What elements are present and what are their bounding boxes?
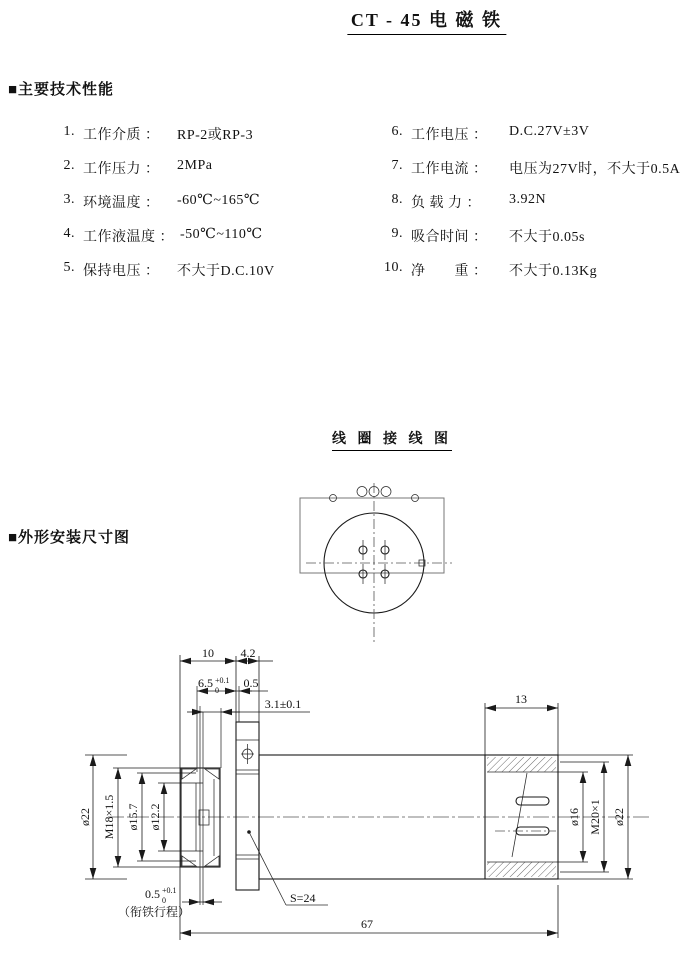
dim-6-5-label: 6.5 [198, 676, 213, 690]
dim-0-5-top-label: 0.5 [243, 676, 259, 690]
dim-right-group [556, 755, 633, 879]
s24-label: S=24 [290, 891, 316, 905]
spec-number: 9. [391, 226, 403, 241]
spec-list-left [55, 124, 275, 294]
spec-number: 1. [63, 124, 75, 139]
spec-value: RP-2或RP-3 [177, 128, 254, 143]
section-header-outline: ■外形安装尺寸图 [8, 530, 131, 546]
spec-value: -50℃~110℃ [180, 227, 263, 242]
armature-reference-lines [197, 686, 239, 905]
dia-12-2-label: ø12.2 [148, 803, 162, 831]
spec-name: 工作压力 ： [83, 162, 160, 177]
spec-value: -60℃~165℃ [177, 193, 261, 208]
dia-22-right-label: ø22 [612, 808, 626, 826]
spec-value: 2MPa [177, 158, 213, 173]
spec-name: 工作电压 ： [411, 128, 488, 143]
wiring-diagram-title: 线 圈 接 线 图 [332, 428, 452, 451]
spec-name: 环境温度 ： [83, 196, 160, 211]
spec-number: 8. [391, 192, 403, 207]
dia-15-7-label: ø15.7 [126, 803, 140, 831]
spec-item [383, 226, 680, 260]
m18-label: M18×1.5 [102, 794, 116, 840]
spec-item [383, 158, 680, 192]
spec-item [55, 260, 275, 294]
dim-6-5-lower-tol: 0 [215, 686, 219, 695]
spec-list-right [383, 124, 680, 294]
dim-13-group [485, 692, 558, 755]
spec-number: 6. [391, 124, 403, 139]
section-header-specs: ■主要技术性能 [8, 82, 115, 98]
spec-name: 净 重 ： [411, 264, 488, 279]
spec-name: 工作电流 ： [411, 162, 488, 177]
spec-name: 工作液温度 ： [83, 230, 174, 245]
dim-13-label: 13 [515, 692, 527, 706]
hex-flange [236, 722, 259, 890]
dim-67-label: 67 [361, 917, 373, 931]
m20-label: M20×1 [588, 799, 602, 835]
dim-0-5-bottom-upper-tol: +0.1 [162, 886, 177, 895]
spec-number: 10. [384, 260, 403, 275]
dim-3-1-label: 3.1±0.1 [264, 697, 302, 711]
armature-stroke-note: （衔铁行程） [118, 905, 191, 919]
spec-item [383, 124, 680, 158]
spec-item [55, 158, 275, 192]
dim-10-label: 10 [202, 646, 214, 660]
spec-item [55, 124, 275, 158]
page-title: CT - 45 电 磁 铁 [347, 6, 506, 35]
dim-4-2-label: 4.2 [240, 646, 256, 660]
spec-item [55, 226, 275, 260]
spec-item [383, 260, 680, 294]
dim-0-5-bottom-label: 0.5 [145, 887, 160, 901]
spec-number: 7. [391, 158, 403, 173]
spec-number: 2. [63, 158, 75, 173]
dim-0-5-bottom-lower-tol: 0 [162, 896, 166, 905]
dia-22-left-label: ø22 [78, 808, 92, 826]
dim-6-5-upper-tol: +0.1 [215, 676, 230, 685]
spec-value: 不大于0.13Kg [509, 264, 598, 279]
spec-value: 电压为27V时，不大于0.5A [509, 162, 681, 177]
spec-name: 吸合时间 ： [411, 230, 488, 245]
dia-16-label: ø16 [567, 808, 581, 826]
spec-number: 3. [63, 192, 75, 207]
spec-value: 3.92N [509, 192, 547, 207]
spec-item [383, 192, 680, 226]
dim-bottom-group [118, 830, 558, 938]
spec-value: 不大于0.05s [509, 230, 585, 245]
spec-number: 5. [63, 260, 75, 275]
connector-housing [300, 498, 444, 573]
connector-face [306, 483, 452, 645]
spec-name: 保持电压 ： [83, 264, 160, 279]
coil-wiring-diagram [280, 465, 480, 655]
outline-dimension-drawing [0, 630, 681, 960]
spec-name: 负 载 力 ： [411, 196, 481, 211]
spec-number: 4. [63, 226, 75, 241]
spec-value: D.C.27V±3V [509, 124, 590, 139]
spec-item [55, 192, 275, 226]
spec-name: 工作介质 ： [83, 128, 160, 143]
spec-value: 不大于D.C.10V [177, 264, 275, 279]
